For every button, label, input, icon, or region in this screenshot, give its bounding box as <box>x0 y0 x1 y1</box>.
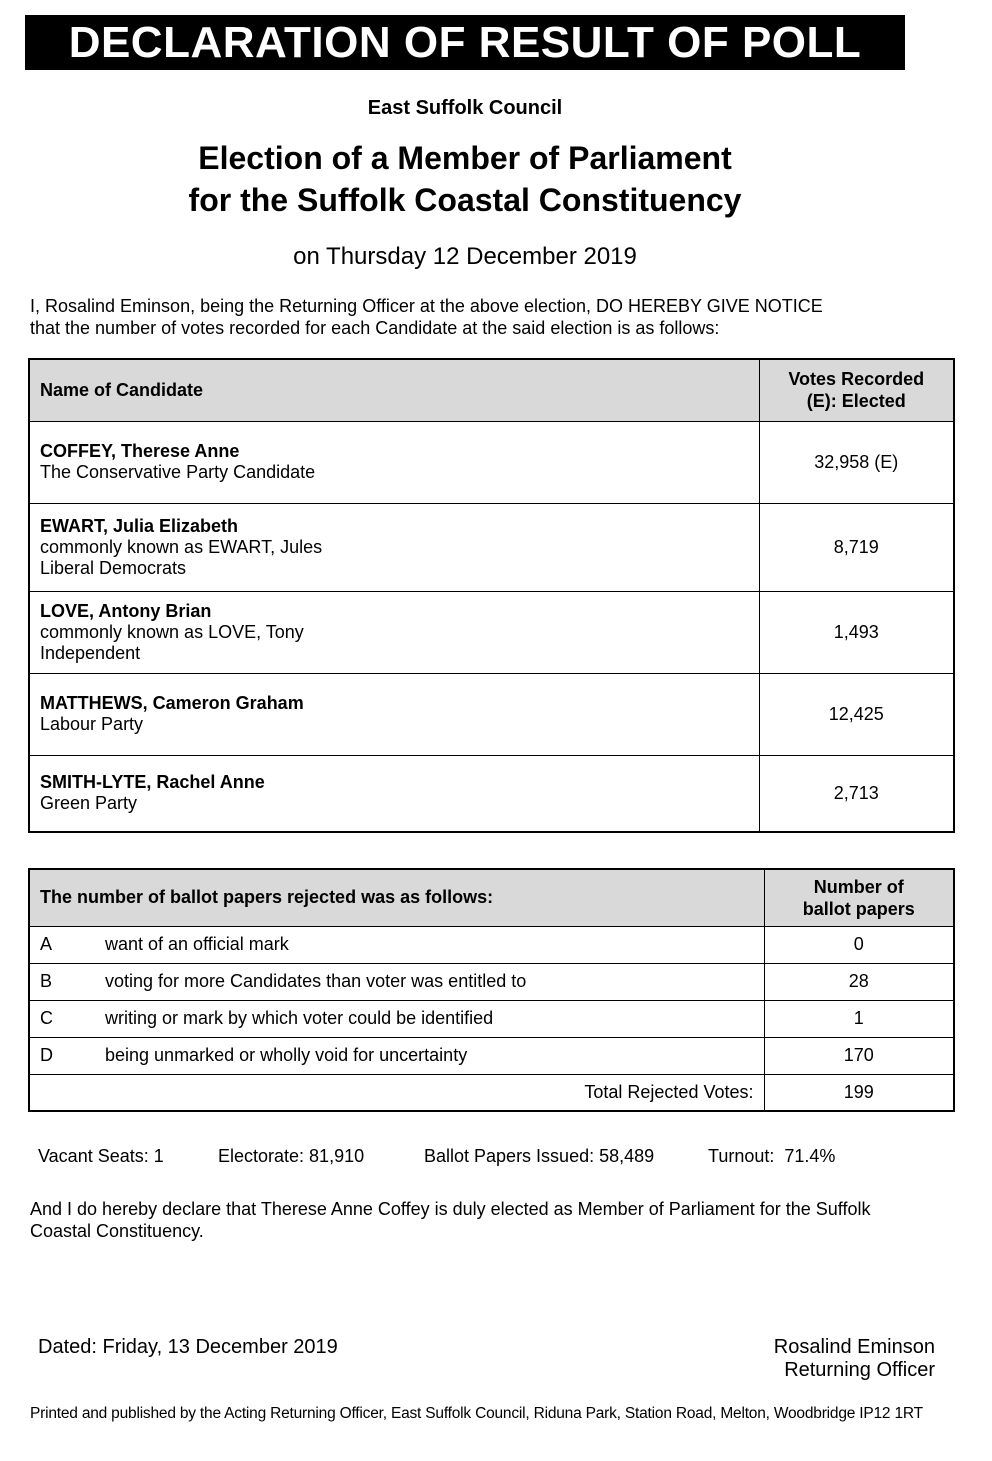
signoff-row <box>38 1336 935 1382</box>
electorate-stat: Electorate: 81,910 <box>218 1146 365 1166</box>
count-header-line1: Number of <box>813 876 904 897</box>
turnout-stat: Turnout: 71.4% <box>708 1146 836 1166</box>
column-header-candidate-name: Name of Candidate <box>29 359 759 421</box>
rejected-ballots-table <box>28 868 955 1112</box>
candidates-results-table <box>28 358 955 833</box>
rejection-count: 170 <box>764 1037 954 1074</box>
candidate-votes: 32,958 (E) <box>759 421 954 503</box>
candidate-name: LOVE, Antony Brian <box>40 600 212 621</box>
rejection-description: want of an official mark <box>105 934 289 954</box>
table-row <box>29 503 954 591</box>
total-rejected-label: Total Rejected Votes: <box>29 1074 764 1111</box>
candidate-cell <box>29 755 759 832</box>
rejection-reason-cell <box>29 1037 764 1074</box>
candidate-name: COFFEY, Therese Anne <box>40 441 240 461</box>
declaration-line1: And I do hereby declare that Therese Anne Coffey is duly elected as Member of Parliament for the Suffolk <box>30 1199 871 1219</box>
candidate-party: The Conservative Party Candidate <box>40 462 316 482</box>
count-header-line2: ballot papers <box>802 898 915 919</box>
table-row <box>29 926 954 963</box>
election-date: on Thursday 12 December 2019 <box>293 243 637 270</box>
election-summary-stats <box>0 1146 992 1170</box>
printed-published-footer: Printed and published by the Acting Returning Officer, East Suffolk Council, Riduna Park, Station Road, Melton, Woodbridge IP12 1RT <box>30 1405 923 1422</box>
table-row <box>29 673 954 755</box>
candidate-cell <box>29 421 759 503</box>
election-title <box>25 137 905 221</box>
rejection-reason-cell <box>29 963 764 1000</box>
rejection-description: voting for more Candidates than voter was entitled to <box>105 971 527 991</box>
candidate-name: SMITH-LYTE, Rachel Anne <box>40 772 265 793</box>
notice-line2: that the number of votes recorded for each Candidate at the said election is as follows: <box>30 318 720 338</box>
candidate-alias: commonly known as EWART, Jules <box>40 536 323 557</box>
rejection-description: writing or mark by which voter could be identified <box>105 1008 494 1028</box>
candidate-votes: 8,719 <box>759 503 954 591</box>
column-header-votes-recorded <box>759 359 954 421</box>
table-row <box>29 591 954 673</box>
rejection-letter: B <box>40 971 53 991</box>
total-rejected-row <box>29 1074 954 1111</box>
total-rejected-value: 199 <box>764 1074 954 1111</box>
officer-title: Returning Officer <box>784 1359 935 1381</box>
officer-name: Rosalind Eminson <box>773 1336 935 1358</box>
returning-officer-block <box>774 1336 935 1382</box>
candidate-name: MATTHEWS, Cameron Graham <box>40 693 304 713</box>
candidate-votes: 12,425 <box>759 673 954 755</box>
candidate-alias: commonly known as LOVE, Tony <box>40 621 304 642</box>
candidate-party: Labour Party <box>40 714 144 734</box>
rejection-count: 1 <box>764 1000 954 1037</box>
declaration-line2: Coastal Constituency. <box>30 1221 204 1241</box>
rejection-count: 0 <box>764 926 954 963</box>
document-title-banner: DECLARATION OF RESULT OF POLL <box>25 15 905 70</box>
column-header-rejected-title: The number of ballot papers rejected was as follows: <box>29 869 764 926</box>
candidate-cell <box>29 673 759 755</box>
rejection-letter: D <box>40 1045 53 1065</box>
votes-header-line1: Votes Recorded <box>788 369 925 390</box>
returning-officer-notice <box>30 295 920 339</box>
notice-line1: I, Rosalind Eminson, being the Returning Officer at the above election, DO HEREBY GIVE NOTICE <box>30 296 823 316</box>
table-row <box>29 1037 954 1074</box>
rejection-reason-cell <box>29 1000 764 1037</box>
candidate-party: Independent <box>40 642 141 663</box>
election-title-line2: for the Suffolk Coastal Constituency <box>188 182 742 218</box>
column-header-ballot-count <box>764 869 954 926</box>
candidate-votes: 2,713 <box>759 755 954 832</box>
rejection-letter: A <box>40 934 53 954</box>
table-row <box>29 963 954 1000</box>
rejection-description: being unmarked or wholly void for uncertainty <box>105 1045 468 1065</box>
vacant-seats-stat: Vacant Seats: 1 <box>38 1146 164 1166</box>
table-row <box>29 755 954 832</box>
candidate-cell <box>29 503 759 591</box>
votes-header-line2: (E): Elected <box>806 391 906 412</box>
council-name: East Suffolk Council <box>367 97 563 119</box>
duly-elected-declaration <box>30 1198 930 1242</box>
ballot-papers-issued-stat: Ballot Papers Issued: 58,489 <box>424 1146 655 1166</box>
rejection-count: 28 <box>764 963 954 1000</box>
table-row <box>29 421 954 503</box>
candidates-table-header-row <box>29 359 954 421</box>
candidate-name: EWART, Julia Elizabeth <box>40 515 239 536</box>
dated-line: Dated: Friday, 13 December 2019 <box>38 1336 338 1358</box>
rejected-table-header-row <box>29 869 954 926</box>
rejection-reason-cell <box>29 926 764 963</box>
rejection-letter: C <box>40 1008 53 1028</box>
election-title-line1: Election of a Member of Parliament <box>198 140 732 176</box>
table-row <box>29 1000 954 1037</box>
candidate-party: Liberal Democrats <box>40 557 187 578</box>
candidate-cell <box>29 591 759 673</box>
candidate-party: Green Party <box>40 793 138 814</box>
candidate-votes: 1,493 <box>759 591 954 673</box>
